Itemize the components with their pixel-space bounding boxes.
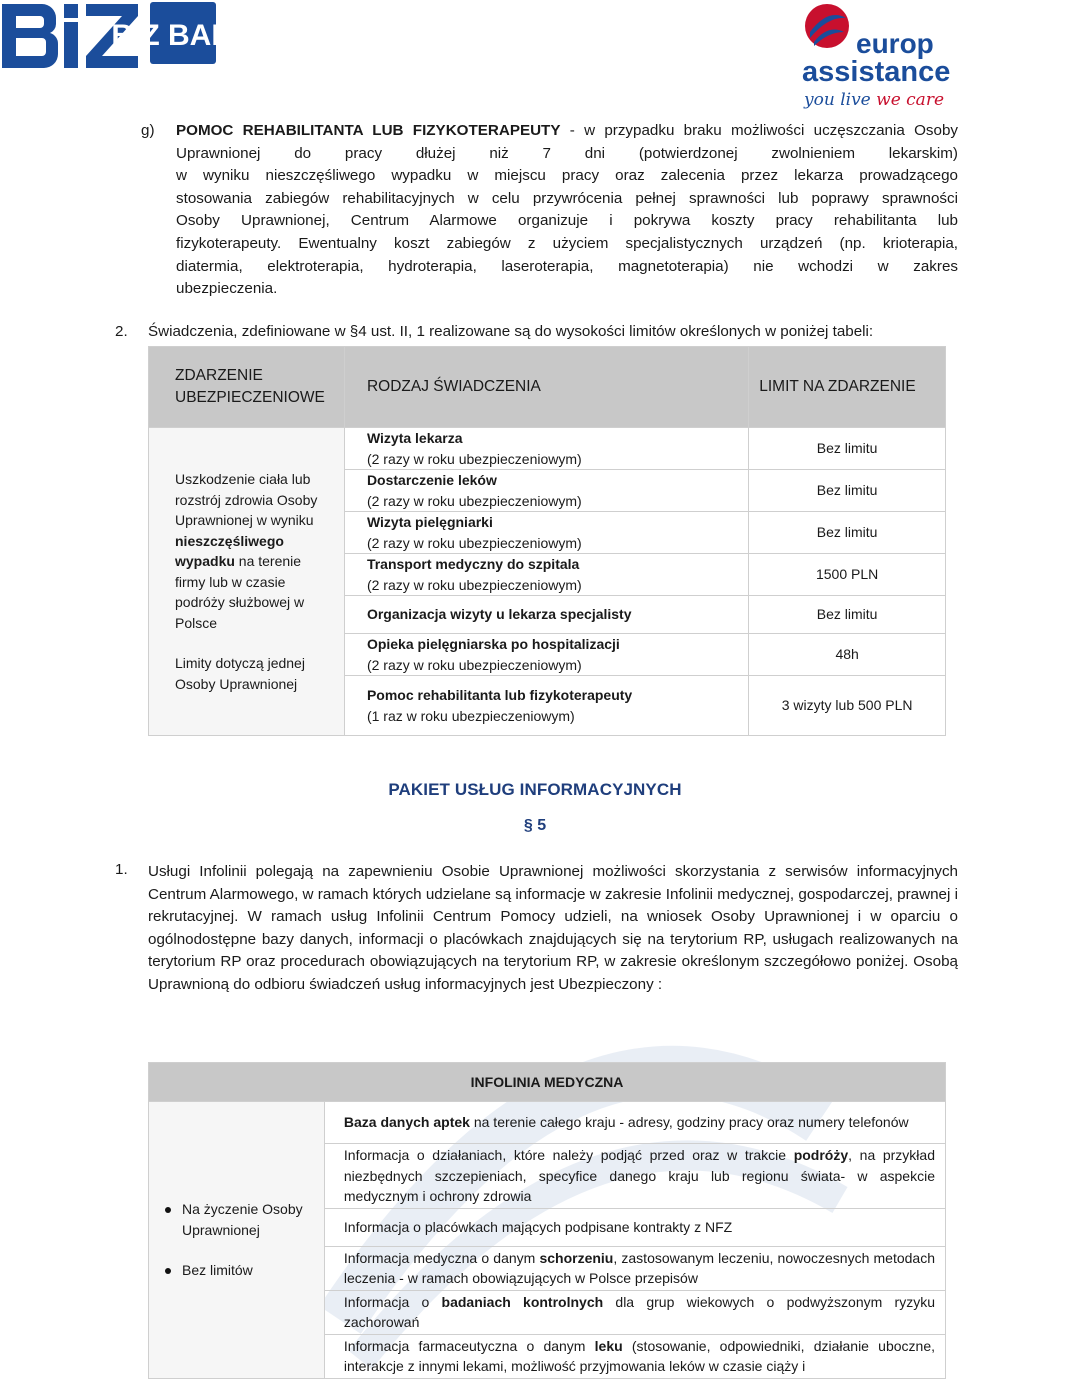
svg-text:assistance: assistance: [802, 56, 951, 88]
medical-hotline-header: INFOLINIA MEDYCZNA: [149, 1063, 946, 1102]
conditions-cell: [149, 1102, 325, 1379]
header-limit: LIMIT NA ZDARZENIE: [749, 347, 946, 428]
header-benefit: RODZAJ ŚWIADCZENIA: [344, 347, 748, 428]
limits-table: [148, 346, 946, 736]
benefit-cell: Pomoc rehabilitanta lub fizykoterapeuty (1 raz w roku ubezpieczeniowym): [344, 676, 748, 736]
limit-cell: Bez limitu: [749, 470, 946, 512]
svg-text:europ: europ: [856, 28, 934, 59]
benefit-cell: Wizyta pielęgniarki (2 razy w roku ubezpieczeniowym): [344, 512, 748, 554]
info-cell: Informacja medyczna o danym schorzeniu, zastosowanym leczeniu, nowoczesnych metodach leczenia - w ramach obowiązujących w Polsce przepisów: [324, 1246, 945, 1290]
info-cell: Baza danych aptek na terenie całego kraju - adresy, godziny pracy oraz numery telefonów: [324, 1102, 945, 1144]
event-description: Uszkodzenie ciała lub rozstrój zdrowia Osoby Uprawnionej w wyniku nieszczęśliwego wypadku na terenie firmy lub w czasie podróży służbowej w Polsce Limity dotyczą jednej Osoby Uprawnionej: [149, 428, 345, 736]
tagline: you live we care: [804, 90, 944, 110]
paragraph-sign: § 5: [523, 817, 547, 834]
list-item: Na życzenie Osoby Uprawnionej: [165, 1199, 314, 1240]
item-1-text: Usługi Infolinii polegają na zapewnieniu Osobie Uprawnionej możliwości skorzystania z serwisów informacyjnych Centrum Alarmowego, w ramach których udzielane są informacje w zakresie Infolinii medycznej, gospodarczej, prawnej i rekrutacyjnej. W ramach usług Infolinii Centrum Pomocy udzieli, na wniosek Osoby Uprawnionej i w oparciu o ogólnodostępne bazy danych, informacji o placówkach znajdujących się na terytorium RP, usługach realizowanych na terytorium RP oraz procedurach obowiązujących na terytorium RP, w zakresie określonym szczegółowo poniżej. Osobą Uprawnioną do odbioru świadczeń usług informacyjnych jest Ubezpieczony :: [148, 863, 958, 993]
item-2-text: Świadczenia, zdefiniowane w §4 ust. II, 1 realizowane są do wysokości limitów określonych w poniżej tabeli:: [148, 323, 874, 340]
table-row: [149, 1102, 946, 1144]
benefit-cell: Dostarczenie leków (2 razy w roku ubezpieczeniowym): [344, 470, 748, 512]
item-2-number: 2.: [115, 323, 128, 340]
section-g-marker: g): [141, 122, 155, 139]
limit-cell: Bez limitu: [749, 428, 946, 470]
header-event: ZDARZENIE UBEZPIECZENIOWE: [149, 347, 345, 428]
benefit-cell: Wizyta lekarza (2 razy w roku ubezpieczeniowym): [344, 428, 748, 470]
limit-cell: 48h: [749, 634, 946, 676]
medical-hotline-header-row: [149, 1063, 946, 1102]
limit-cell: 1500 PLN: [749, 554, 946, 596]
benefit-cell: Organizacja wizyty u lekarza specjalisty: [344, 596, 748, 634]
limits-table-header: [149, 347, 946, 428]
limit-cell: Bez limitu: [749, 596, 946, 634]
biz-bank-logo: [0, 0, 255, 70]
item-1-number: 1.: [115, 861, 128, 878]
event-note: Limity dotyczą jednej Osoby Uprawnionej: [175, 655, 305, 692]
section-g-paragraph: POMOC REHABILITANTA LUB FIZYKOTERAPEUTY - w przypadku braku możliwości uczęszczania Osoby Uprawnionej do pracy dłużej niż 7 dni (potwierdzonej zwolnieniem lekarskim) w wyniku nieszczęśliwego wypadku w miejscu pracy oraz zalecenia przez lekarza prowadzącego stosowania zabiegów rehabilitacyjnych w celu przywrócenia pełnej sprawności lub poprawy sprawności Osoby Uprawnionej, Centrum Alarmowe organizuje i pokrywa koszty pracy rehabilitanta lub fizykoterapeuty. Ewentualny koszt zabiegów z użyciem specjalistycznych urządzeń (np. krioterapia, diatermia, elektroterapia, hydroterapia, laseroterapia, magnetoterapia) nie wchodzi w zakres ubezpieczenia.: [176, 122, 958, 298]
section-heading: PAKIET USŁUG INFORMACYJNYCH: [388, 780, 682, 799]
info-cell: Informacja o placówkach mających podpisane kontrakty z NFZ: [324, 1208, 945, 1246]
biz-bank-text: BIZ BANK: [111, 19, 255, 52]
list-item: Bez limitów: [165, 1260, 314, 1281]
limit-cell: 3 wizyty lub 500 PLN: [749, 676, 946, 736]
info-cell: Informacja o działaniach, które należy podjąć przed oraz w trakcie podróży, na przykład niezbędnych szczepieniach, specyfice danego kraju lub regionu świata- w aspekcie medycznym i ochrony zdrowia: [324, 1144, 945, 1209]
table-row: [149, 428, 946, 470]
bullet-icon: [165, 1207, 171, 1213]
info-cell: Informacja farmaceutyczna o danym leku (stosowanie, odpowiedniki, działanie uboczne, interakcje z innymi lekami, możliwość przyjmowania leków w czasie ciąży i: [324, 1334, 945, 1378]
section-g-title: POMOC REHABILITANTA LUB FIZYKOTERAPEUTY: [176, 122, 561, 139]
medical-hotline-table: [148, 1062, 946, 1379]
benefit-cell: Opieka pielęgniarska po hospitalizacji (2 razy w roku ubezpieczeniowym): [344, 634, 748, 676]
limit-cell: Bez limitu: [749, 512, 946, 554]
benefit-cell: Transport medyczny do szpitala (2 razy w roku ubezpieczeniowym): [344, 554, 748, 596]
info-cell: Informacja o badaniach kontrolnych dla grup wiekowych o podwyższonym ryzyku zachorowań: [324, 1290, 945, 1334]
europ-assistance-logo: [800, 2, 951, 110]
bullet-icon: [165, 1268, 171, 1274]
